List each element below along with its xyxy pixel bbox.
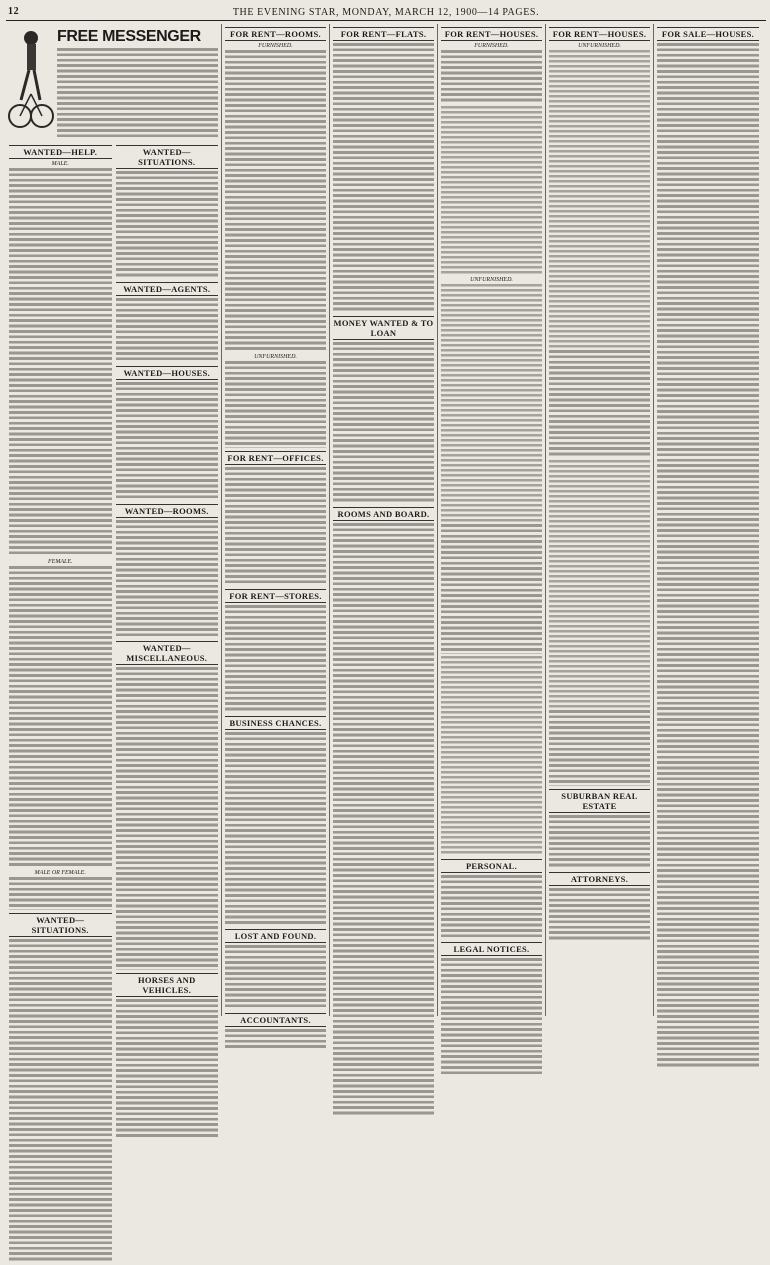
heading-accountants: ACCOUNTANTS. [225, 1013, 326, 1027]
rent-flats-ads [333, 43, 434, 313]
column-4 [438, 24, 546, 1016]
personal-ads [441, 875, 542, 940]
wanted-agents-ads [116, 298, 219, 363]
heading-money-wanted: MONEY WANTED & TO LOAN [333, 318, 434, 338]
rooms-board-ads [333, 523, 434, 1117]
rent-rooms-unfurnished-ads [225, 361, 326, 447]
rent-houses-notices [441, 524, 542, 654]
lost-found-ads [225, 945, 326, 1010]
rent-houses-notices-2 [549, 350, 650, 458]
subhead-unfurnished-2: UNFURNISHED. [470, 277, 513, 283]
accountants-ads [225, 1029, 326, 1051]
rent-rooms-furnished-ads [225, 50, 326, 352]
heading-wanted-situations-1: WANTED—SITUATIONS. [116, 145, 219, 169]
legal-notices-ads [441, 958, 542, 1077]
money-wanted-ads [333, 342, 434, 504]
attorneys-ads [549, 888, 650, 942]
heading-rent-flats: FOR RENT—FLATS. [333, 27, 434, 41]
rent-houses-furnished-ads [441, 50, 542, 104]
messenger-bicycle-illustration [9, 24, 53, 140]
rent-stores-ads [225, 605, 326, 713]
heading-wanted-help: WANTED—HELP. [9, 145, 112, 159]
suburban-ads [549, 815, 650, 869]
heading-rent-rooms: FOR RENT—ROOMS. [225, 27, 326, 41]
wanted-help-female-ads [9, 566, 112, 868]
wanted-rooms-ads [116, 520, 219, 639]
rent-offices-ads [225, 467, 326, 586]
heading-horses-vehicles: HORSES AND VEHICLES. [116, 973, 219, 997]
heading-wanted-agents: WANTED—AGENTS. [116, 282, 219, 296]
heading-wanted-situations-2: WANTED—SITUATIONS. [9, 913, 112, 937]
heading-wanted-miscellaneous: WANTED—MISCELLANEOUS. [116, 641, 219, 665]
column-3 [330, 24, 438, 1016]
free-messenger-body [53, 24, 218, 140]
wanted-situations-1-ads [116, 171, 219, 279]
column-1a [9, 142, 112, 1265]
free-messenger-title: FREE MESSENGER [57, 28, 201, 45]
heading-rooms-board: ROOMS AND BOARD. [333, 507, 434, 521]
masthead-title: THE EVENING STAR, MONDAY, MARCH 12, 1900—14 PAGES. [232, 6, 540, 18]
column-1 [6, 24, 222, 1016]
columns [6, 24, 766, 1025]
masthead [6, 4, 766, 21]
wanted-misc-ads [116, 667, 219, 969]
subhead-female: FEMALE. [48, 558, 73, 565]
subhead-unfurnished: UNFURNISHED. [254, 354, 297, 361]
heading-rent-stores: FOR RENT—STORES. [225, 589, 326, 603]
wanted-situations-2-ads [9, 939, 112, 1263]
sale-houses-ads [657, 43, 759, 1069]
column-1-subcolumns [9, 142, 218, 1265]
heading-sale-houses: FOR SALE—HOUSES. [657, 27, 759, 41]
rent-houses-list-5 [549, 460, 650, 710]
wanted-help-mixed-ads [9, 877, 112, 909]
heading-rent-offices: FOR RENT—OFFICES. [225, 451, 326, 465]
business-chances-ads [225, 732, 326, 926]
newspaper-page [6, 4, 766, 1025]
subhead-unfurnished-3: UNFURNISHED. [578, 43, 621, 49]
subhead-male-or-female: MALE OR FEMALE. [34, 870, 86, 877]
free-messenger-text [57, 48, 218, 140]
heading-personal: PERSONAL. [441, 859, 542, 873]
heading-lost-found: LOST AND FOUND. [225, 929, 326, 943]
wanted-houses-ads [116, 382, 219, 501]
subhead-furnished: FURNISHED. [258, 43, 293, 49]
column-6 [654, 24, 762, 1016]
heading-attorneys: ATTORNEYS. [549, 872, 650, 886]
horses-vehicles-ads [116, 999, 219, 1139]
heading-wanted-rooms: WANTED—ROOMS. [116, 504, 219, 518]
heading-rent-houses-1: FOR RENT—HOUSES. [441, 27, 542, 41]
wanted-help-male-ads [9, 168, 112, 557]
rent-houses-list-4 [549, 50, 650, 350]
page-number: 12 [8, 6, 20, 17]
column-2 [222, 24, 330, 1025]
rent-houses-notices-3 [549, 710, 650, 786]
subhead-male: MALE. [51, 161, 69, 167]
rent-houses-list-2 [441, 284, 542, 524]
subhead-furnished-2: FURNISHED. [474, 43, 509, 49]
heading-business-chances: BUSINESS CHANCES. [225, 716, 326, 730]
column-5 [546, 24, 654, 1016]
heading-rent-houses-2: FOR RENT—HOUSES. [549, 27, 650, 41]
heading-suburban-real-estate: SUBURBAN REAL ESTATE [549, 789, 650, 813]
heading-wanted-houses: WANTED—HOUSES. [116, 366, 219, 380]
column-1b [116, 142, 219, 1265]
free-messenger-ad [9, 24, 218, 140]
rent-houses-list-3 [441, 656, 542, 856]
heading-legal-notices: LEGAL NOTICES. [441, 942, 542, 956]
rent-houses-list-1 [441, 106, 542, 276]
